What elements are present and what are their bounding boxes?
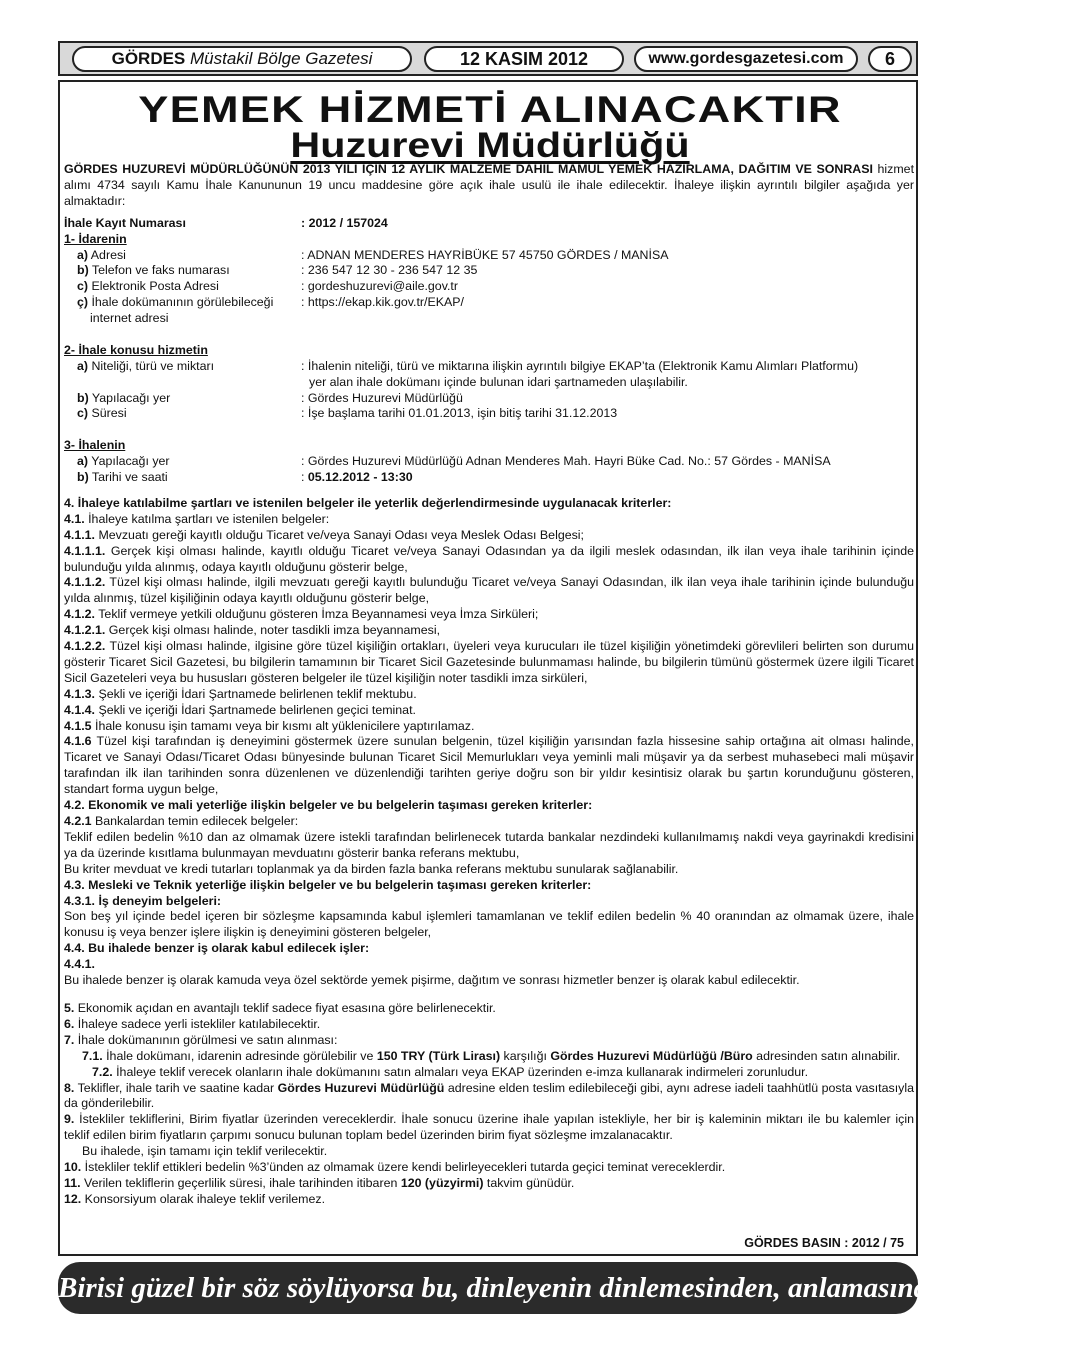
item-7-1-key: 7.1. (82, 1048, 103, 1063)
criteria-text: Bu kriter mevduat ve kredi tutarları toplanmak ya da birden fazla banka referans mektubu sunularak sağlanabilir. (64, 861, 679, 876)
criteria-key: 4.1.2.1. (64, 623, 106, 638)
tender-place-key: a) (77, 454, 89, 469)
page-number: 6 (868, 46, 912, 72)
announcement-subtitle: Huzurevi Müdürlüğü (290, 126, 690, 165)
item-11-days: 120 (yüzyirmi) (400, 1175, 484, 1190)
item-7-1-price: 150 TRY (Türk Lirası) (376, 1048, 501, 1063)
criteria-item (64, 909, 914, 941)
criteria-key: 4.1.2. (64, 607, 96, 622)
item-6-key: 6. (64, 1016, 75, 1031)
registration-row (64, 216, 914, 232)
registration-label: İhale Kayıt Numarası (64, 215, 186, 230)
item-7-1-office: Gördes Huzurevi Müdürlüğü /Büro (550, 1048, 753, 1063)
item-10 (64, 1160, 914, 1176)
tender-place-value: : Gördes Huzurevi Müdürlüğü Adnan Menderes Mah. Hayri Büke Cad. No.: 57 Gördes - MANİSA (301, 454, 831, 469)
service-place-key: b) (77, 390, 89, 405)
criteria-item (64, 814, 914, 830)
email-value[interactable]: : gordeshuzurevi@aile.gov.tr (301, 279, 458, 294)
item-12-key: 12. (64, 1191, 82, 1206)
item-11-key: 11. (64, 1175, 81, 1190)
item-12-text: Konsorsiyum olarak ihaleye teklif verilemez. (81, 1191, 326, 1206)
criteria-text: Şekli ve içeriği İdari Şartnamede belirlenen teklif mektubu. (95, 686, 417, 701)
item-10-key: 10. (64, 1160, 82, 1175)
item-5-text: Ekonomik açıdan en avantajlı teklif sadece fiyat esasına göre belirlenecektir. (74, 1000, 496, 1015)
nature-key: a) (77, 358, 89, 373)
ekap-url-value[interactable]: : https://ekap.kik.gov.tr/EKAP/ (301, 295, 464, 310)
address-key: a) (77, 247, 89, 262)
email-key: c) (77, 279, 89, 294)
email-label: Elektronik Posta Adresi (88, 279, 219, 294)
nature-value: : İhalenin niteliği, türü ve miktarına ilişkin ayrıntılı bilgiye EKAP’ta (Elektronik Kamu Alımları Platformu) (301, 358, 859, 373)
announcement-frame (58, 80, 918, 1256)
criteria-text: Teklif edilen bedelin %10 dan az olmamak üzere istekli tarafından belirlenecek tutarda bankalar nezdindeki kullanılmamış nakdi veya gayrinakdi kredisini ya da üzerinde kısıtlama bulunmayan mevduatını gösterir banka referans mektubu, (64, 829, 914, 860)
criteria-key: 4.4.1. (64, 957, 96, 972)
item-7-1 (64, 1049, 914, 1065)
address-row (64, 248, 914, 264)
item-8 (64, 1081, 914, 1113)
criteria-item (64, 528, 914, 544)
criteria-text: Tüzel kişi olması halinde, ilgisine göre tüzel kişiliğin ortakları, üyeleri veya kurucuları ile tüzel kişiliğin yönetimdeki görevlileri belirten son durumu gösterir Ticaret Sicil Gazetesi, bu bilgilerin tamamının bir Ticaret Sicil Gazetesinde bulunmaması halinde, bu bilgilerin tümünü göstermek üzere ilgili Ticaret Sicil Gazeteleri veya bu hususları gösteren belgeler ile tüzel kişiliğin noter tasdikli imza sirküleri, (64, 639, 914, 685)
tender-place-row (64, 454, 914, 470)
item-7 (64, 1033, 914, 1049)
item-11 (64, 1176, 914, 1192)
intro-bold: GÖRDES HUZUREVİ MÜDÜRLÜĞÜNÜN 2013 YILI İÇİN 12 AYLIK MALZEME DAHİL MAMUL YEMEK HAZIRLAMA, DAĞITIM VE SONRASI (64, 162, 873, 176)
newspaper-header (58, 41, 918, 76)
item-5-key: 5. (64, 1000, 75, 1015)
criteria-item (64, 496, 914, 512)
criteria-item (64, 512, 914, 528)
criteria-text: Şekli ve içeriği İdari Şartnamede belirlenen geçici teminat. (95, 702, 416, 717)
item-7-2 (64, 1065, 914, 1081)
section-3-heading: 3- İhalenin (64, 438, 126, 453)
section-2-heading-row (64, 343, 914, 359)
criteria-text: Mevzuatı gereği kayıtlı olduğu Ticaret ve/veya Sanayi Odası veya Meslek Odası Belgesi; (95, 527, 584, 542)
criteria-text: Gerçek kişi olması halinde, noter tasdikli imza beyannamesi, (105, 623, 441, 638)
announcement-title: YEMEK HİZMETİ ALINACAKTIR (138, 89, 842, 130)
phone-row (64, 263, 914, 279)
item-8-key: 8. (64, 1080, 75, 1095)
address-label: Adresi (88, 247, 126, 262)
tender-place-label: Yapılacağı yer (88, 454, 170, 469)
criteria-list (64, 496, 914, 989)
criteria-key: 4.4. Bu ihalede benzer iş olarak kabul edilecek işler: (64, 941, 370, 956)
criteria-key: 4.1. (64, 511, 85, 526)
website-link[interactable]: www.gordesgazetesi.com (634, 46, 858, 72)
criteria-key: 4.3.1. İş deneyim belgeleri: (64, 893, 222, 908)
criteria-item (64, 862, 914, 878)
criteria-key: 4.1.4. (64, 702, 96, 717)
criteria-key: 4.1.2.2. (64, 639, 106, 654)
criteria-item (64, 607, 914, 623)
item-9-note: Bu ihalede, işin tamamı için teklif verilecektir. (82, 1144, 328, 1159)
criteria-item (64, 798, 914, 814)
item-10-text: İstekliler teklif ettikleri bedelin %3’ünden az olmamak üzere kendi belirleyecekleri tutarda geçici teminat vereceklerdir. (81, 1160, 726, 1175)
ekap-url-label-2: internet adresi (90, 311, 169, 326)
criteria-item (64, 830, 914, 862)
duration-label: Süresi (88, 406, 127, 421)
intro-text: hizmet alımı 4734 sayılı Kamu İhale Kanununun 19 uncu maddesine göre açık ihale usulü ile ihale edilecektir. İhaleye ilişkin ayrıntılı bilgiler aşağıda yer almaktadır: (64, 162, 915, 208)
criteria-key: 4.1.1.2. (64, 575, 106, 590)
item-7-key: 7. (64, 1032, 75, 1047)
tender-date-row (64, 470, 914, 486)
paper-name: GÖRDES (111, 49, 186, 68)
duration-key: c) (77, 406, 89, 421)
criteria-text: İhaleye katılma şartları ve istenilen belgeler: (84, 511, 330, 526)
criteria-item (64, 719, 914, 735)
service-place-row (64, 391, 914, 407)
item-7-1-text-e: adresinden satın alınabilir. (752, 1048, 901, 1063)
criteria-key: 4.2.1 (64, 814, 92, 829)
nature-label: Niteliği, türü ve miktarı (88, 358, 215, 373)
criteria-key: 4.1.3. (64, 686, 96, 701)
nature-value-2: yer alan ihale dokümanı içinde bulunan idari şartnameden ulaşılabilir. (309, 374, 688, 389)
criteria-item (64, 639, 914, 687)
criteria-item (64, 703, 914, 719)
tender-date-label: Tarihi ve saati (88, 470, 168, 484)
tender-date-key: b) (77, 470, 89, 484)
section-3-heading-row (64, 438, 914, 454)
item-9 (64, 1112, 914, 1144)
criteria-key: 4.1.1.1. (64, 543, 106, 558)
item-5 (64, 1001, 914, 1017)
criteria-item (64, 623, 914, 639)
ekap-url-key: ç) (77, 295, 89, 310)
item-7-1-text-a: İhale dokümanı, idarenin adresinde görülebilir ve (102, 1048, 377, 1063)
item-11-text-a: Verilen tekliflerin geçerlilik süresi, ihale tarihinden itibaren (80, 1175, 401, 1190)
item-11-text-c: takvim günüdür. (483, 1175, 575, 1190)
criteria-key: 4.1.1. (64, 527, 96, 542)
service-place-value: : Gördes Huzurevi Müdürlüğü (301, 390, 463, 405)
criteria-text: İhale konusu işin tamamı veya bir kısmı alt yüklenicilere yaptırılamaz. (91, 718, 475, 733)
criteria-text: Gerçek kişi olması halinde, kayıtlı olduğu Ticaret ve/veya Sanayi Odasından ya da ilgili meslek odasından, ilk ilan veya ihale tarihinin içinde bulunduğu yılda alınmış, odaya kayıtlı olduğunu gösterir belge, (64, 543, 914, 574)
quote-banner: Birisi güzel bir söz söylüyorsa bu, dinleyenin dinlemesinden, anlamasından ileri gelir. (58, 1262, 918, 1314)
item-7-2-text: İhaleye teklif verecek olanların ihale dokümanını satın almaları veya EKAP üzerinden e-imza kullanarak indirmeleri zorunludur. (112, 1064, 809, 1079)
criteria-key: 4.2. Ekonomik ve mali yeterliğe ilişkin belgeler ve bu belgelerin taşıması gereken kriterler: (64, 798, 593, 813)
criteria-item (64, 687, 914, 703)
phone-value: : 236 547 12 30 - 236 547 12 35 (301, 263, 478, 278)
tender-date-value: 05.12.2012 - 13:30 (307, 470, 413, 484)
criteria-text: Bu ihalede benzer iş olarak kamuda veya özel sektörde yemek pişirme, dağıtım ve sonrası hizmetler benzer iş olarak kabul edilecektir. (64, 973, 800, 988)
announcement-body (64, 162, 914, 1208)
section-1-heading-row (64, 232, 914, 248)
criteria-key: 4.1.6 (64, 734, 92, 749)
item-6 (64, 1017, 914, 1033)
criteria-text: Son beş yıl içinde bedel içeren bir sözleşme kapsamında kabul işlemleri tamamlanan ve teklif edilen bedelin % 40 oranından az olmamak üzere, ihale konusu iş veya benzer işlere ilişkin iş deneyimini gösteren belgeler, (64, 909, 914, 940)
address-value: : ADNAN MENDERES HAYRİBÜKE 57 45750 GÖRDES / MANİSA (301, 247, 669, 262)
ekap-url-label: İhale dokümanının görülebileceği (88, 295, 274, 310)
paper-tagline: Müstakil Bölge Gazetesi (190, 49, 373, 68)
criteria-item (64, 544, 914, 576)
phone-key: b) (77, 263, 89, 278)
registration-value: : 2012 / 157024 (301, 215, 388, 230)
criteria-key: 4.1.5 (64, 718, 92, 733)
intro-paragraph (64, 162, 914, 210)
criteria-item (64, 957, 914, 973)
criteria-item (64, 941, 914, 957)
email-row (64, 279, 914, 295)
service-place-label: Yapılacağı yer (88, 390, 171, 405)
item-9-key: 9. (64, 1112, 75, 1127)
item-7-text: İhale dokümanının görülmesi ve satın alınması: (74, 1032, 338, 1047)
criteria-text: Bankalardan temin edilecek belgeler: (91, 814, 299, 829)
criteria-item (64, 575, 914, 607)
phone-label: Telefon ve faks numarası (88, 263, 230, 278)
criteria-item (64, 734, 914, 798)
item-12 (64, 1192, 914, 1208)
criteria-item (64, 878, 914, 894)
item-7-2-key: 7.2. (92, 1064, 113, 1079)
nature-row (64, 359, 914, 391)
criteria-text: Teklif vermeye yetkili olduğunu gösteren İmza Beyannamesi veya İmza Sirküleri; (95, 607, 539, 622)
item-6-text: İhaleye sadece yerli istekliler katılabilecektir. (74, 1016, 321, 1031)
duration-row (64, 406, 914, 422)
criteria-text: Tüzel kişi tarafından iş deneyimini göstermek üzere sunulan belgenin, tüzel kişiliğin yarısından fazla hissesine sahip ortağına ait olması halinde, Ticaret ve Sanayi Odası/Ticaret Odası bünyesinde bulunan Ticaret Sicil Memurlukları veya yeminli mali müşavir ya da serbest muhasebeci mali müşavir tarafından ilk ilan tarihinden sonra düzenlenen ve düzenlendiği tarihten geriye doğru son bir yıldır kesintisiz olarak bu şartın korunduğunu gösteren, standart forma uygun belge, (64, 734, 914, 797)
item-8-text-a: Teklifler, ihale tarih ve saatine kadar (74, 1080, 278, 1095)
issue-date: 12 KASIM 2012 (424, 46, 624, 72)
criteria-item (64, 894, 914, 910)
duration-value: : İşe başlama tarihi 01.01.2013, işin bitiş tarihi 31.12.2013 (301, 406, 618, 421)
criteria-key: 4.3. Mesleki ve Teknik yeterliğe ilişkin belgeler ve bu belgelerin taşıması gereken kriterler: (64, 877, 592, 892)
item-8-office: Gördes Huzurevi Müdürlüğü (277, 1080, 445, 1095)
section-2-heading: 2- İhale konusu hizmetin (64, 342, 208, 357)
criteria-item (64, 973, 914, 989)
press-code: GÖRDES BASIN : 2012 / 75 (744, 1236, 904, 1250)
tender-date-prefix: : (301, 470, 308, 484)
item-9-text: İstekliler tekliflerini, Birim fiyatlar üzerinden vereceklerdir. İhale sonucu üzerine ihale yapılan istekliyle, her bir iş kaleminin miktarı ile bu kalemler için teklif edilen birim fiyatların çarpımı sonucu bulunan toplam bedel üzerinden birim fiyat sözleşme imzalanacaktır. (64, 1112, 914, 1143)
ekap-url-row (64, 295, 914, 327)
paper-name-badge (72, 46, 412, 72)
item-8-text-c: adresine elden teslim edilebileceği gibi, aynı adrese iadeli taahhütlü posta vasıtasıyla da gönderilebilir. (64, 1080, 914, 1111)
item-7-1-text-c: karşılığı (500, 1048, 551, 1063)
criteria-key: 4. İhaleye katılabilme şartları ve istenilen belgeler ile yeterlik değerlendirmesinde uygulanacak kriterler: (64, 495, 672, 510)
criteria-text: Tüzel kişi olması halinde, ilgili mevzuatı gereği kayıtlı bulunduğu Ticaret ve/veya Sanayi Odasından, ilk ilan veya ihale tarihinin içinde bulunduğu yılda alınmış, tüzel kişiliğinin odaya kayıtlı olduğunu gösterir belge, (64, 575, 914, 606)
section-1-heading: 1- İdarenin (64, 231, 127, 246)
